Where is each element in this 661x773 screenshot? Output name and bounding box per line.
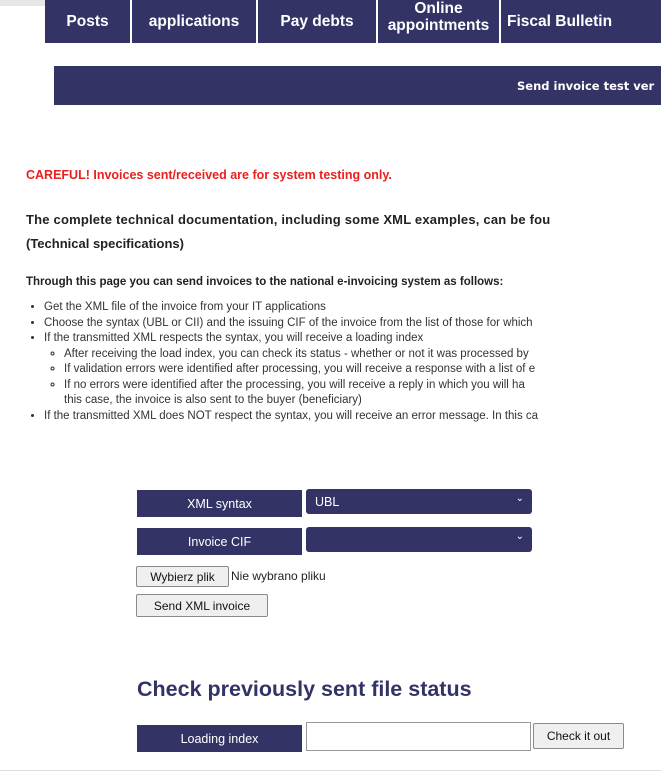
sub-list-item: ◦ If validation errors were identified after processing, you will receive a response with a list of e [64,362,661,378]
chevron-down-icon: ⌄ [515,531,524,542]
list-item-text: If the transmitted XML respects the syntax, you will receive a loading index [44,332,424,344]
sub-list-item-text: If no errors were identified after the processing, you will receive a reply in which you will ha [64,378,525,391]
instructions-list [26,300,661,424]
invoice-cif-select[interactable] [306,527,532,552]
instructions-intro: Through this page you can send invoices to the national e-invoicing system as follows: [26,276,504,288]
sub-list-item [64,378,661,409]
xml-syntax-label [137,490,302,517]
check-it-out-button[interactable]: Check it out [533,723,624,749]
xml-syntax-label-text: XML syntax [187,496,252,511]
page-banner [54,66,661,105]
nav-applications[interactable] [132,0,258,43]
sub-list-item: ◦ After receiving the load index, you can check its status - whether or not it was processed by [64,347,661,363]
loading-index-label-text: Loading index [180,731,259,746]
invoice-cif-label [137,528,302,555]
nav-fiscal-label: Fiscal Bulletin [507,13,613,30]
technical-specifications-link[interactable]: (Technical specifications) [26,236,184,251]
warning-text: CAREFUL! Invoices sent/received are for system testing only. [26,168,392,182]
documentation-text: The complete technical documentation, including some XML examples, can be fou [26,212,551,227]
nav-online-appointments-label [388,0,490,34]
nav-posts-label: Posts [66,13,109,30]
page-bottom-border [0,770,661,771]
nav-pay-debts[interactable] [258,0,378,43]
list-item: • Get the XML file of the invoice from your IT applications [44,300,661,316]
list-item [44,331,661,409]
file-status-text: Nie wybrano pliku [231,569,326,583]
banner-title: Send invoice test ver [517,78,655,93]
sub-list [44,347,661,409]
status-check-heading: Check previously sent file status [137,677,472,701]
choose-file-button[interactable]: Wybierz plik [136,566,229,587]
main-nav [45,0,661,43]
nav-online-label-bottom: appointments [387,16,490,34]
send-xml-invoice-button[interactable]: Send XML invoice [136,594,268,617]
xml-syntax-select[interactable] [306,489,532,514]
sub-list-item-continuation: this case, the invoice is also sent to the buyer (beneficiary) [64,394,362,406]
list-item: • Choose the syntax (UBL or CII) and the issuing CIF of the invoice from the list of those for which [44,316,661,332]
xml-syntax-selected-value: UBL [315,494,340,509]
nav-online-label-top: Online [414,0,463,17]
chevron-down-icon: ⌄ [515,493,524,504]
nav-pay-debts-label: Pay debts [280,13,354,30]
nav-applications-label: applications [148,13,240,30]
loading-index-input[interactable] [306,722,531,751]
nav-fiscal-bulletin[interactable] [501,0,661,43]
nav-posts[interactable] [45,0,132,43]
nav-online-appointments[interactable] [378,0,501,43]
invoice-cif-label-text: Invoice CIF [187,534,252,549]
loading-index-label [137,725,302,752]
list-item: • If the transmitted XML does NOT respect the syntax, you will receive an error message. In this ca [44,409,661,425]
